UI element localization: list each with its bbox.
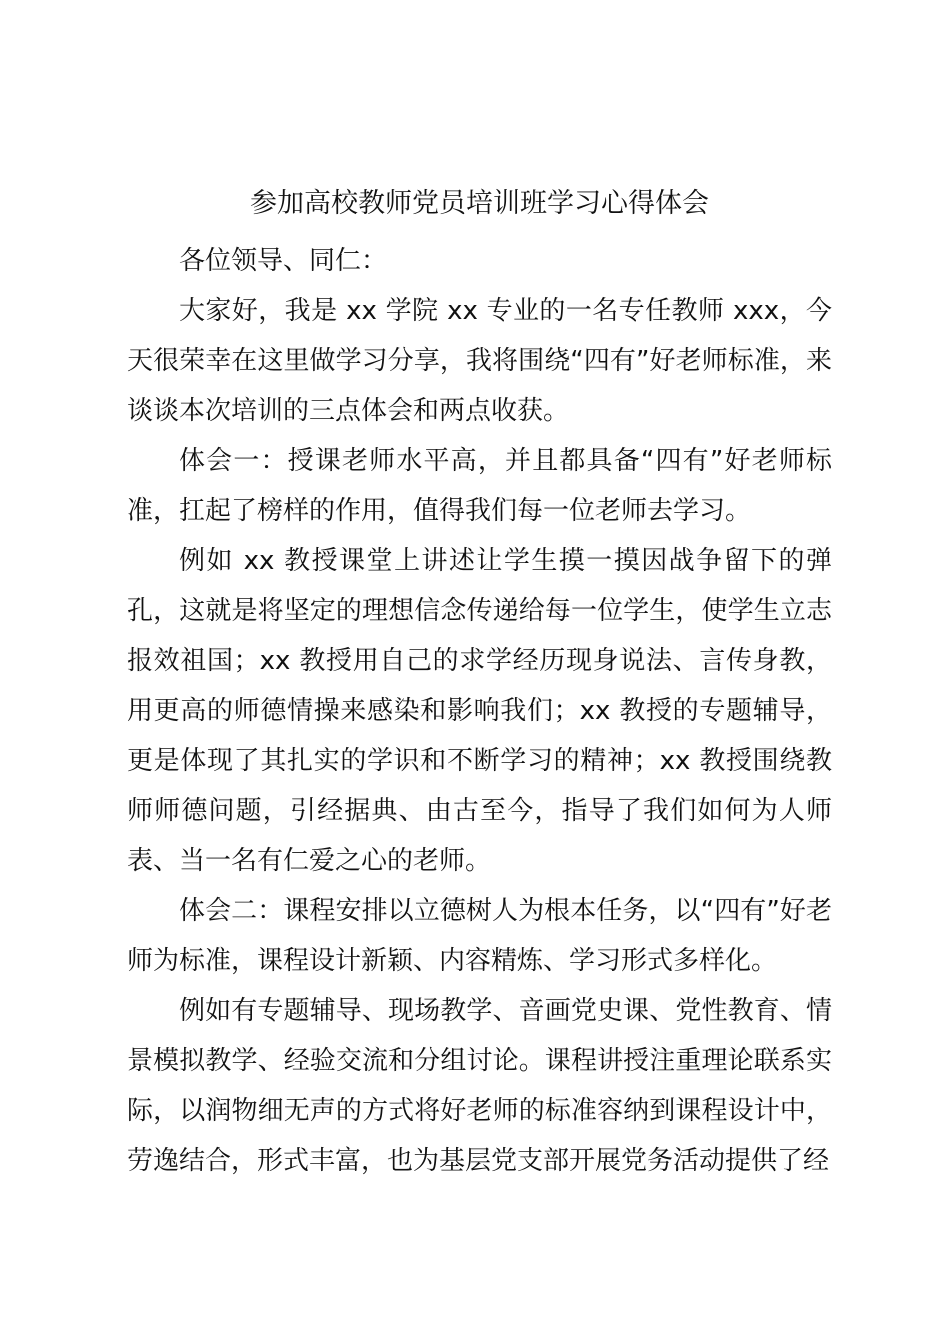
document-title: 参加高校教师党员培训班学习心得体会 [250, 188, 709, 219]
paragraph-introduction: 大家好，我是 xx 学院 xx 专业的一名专任教师 xxx，今天很荣幸在这里做学习分享，我将围绕“四有”好老师标准，来谈谈本次培训的三点体会和两点收获。 [127, 296, 832, 426]
paragraph-salutation: 各位领导、同仁： [179, 246, 388, 276]
paragraph-insight-one-examples: 例如 xx 教授课堂上讲述让学生摸一摸因战争留下的弹孔，这就是将坚定的理想信念传递给每一位学生，使学生立志报效祖国；xx 教授用自己的求学经历现身说法、言传身教，用更高的师德情操来感染和影响我们；xx 教授的专题辅导，更是体现了其扎实的学识和不断学习的精神；xx 教授围绕教师师德问题，引经据典、由古至今，指导了我们如何为人师表、当一名有仁爱之心的老师。 [127, 546, 832, 876]
paragraph-insight-one: 体会一：授课老师水平高，并且都具备“四有”好老师标准，扛起了榜样的作用，值得我们每一位老师去学习。 [127, 446, 832, 526]
document-page [127, 168, 832, 1186]
paragraph-insight-two: 体会二：课程安排以立德树人为根本任务，以“四有”好老师为标准，课程设计新颖、内容精炼、学习形式多样化。 [127, 896, 832, 976]
paragraph-insight-two-examples: 例如有专题辅导、现场教学、音画党史课、党性教育、情景模拟教学、经验交流和分组讨论。课程讲授注重理论联系实际，以润物细无声的方式将好老师的标准容纳到课程设计中，劳逸结合，形式丰富，也为基层党支部开展党务活动提供了经 [127, 996, 832, 1176]
